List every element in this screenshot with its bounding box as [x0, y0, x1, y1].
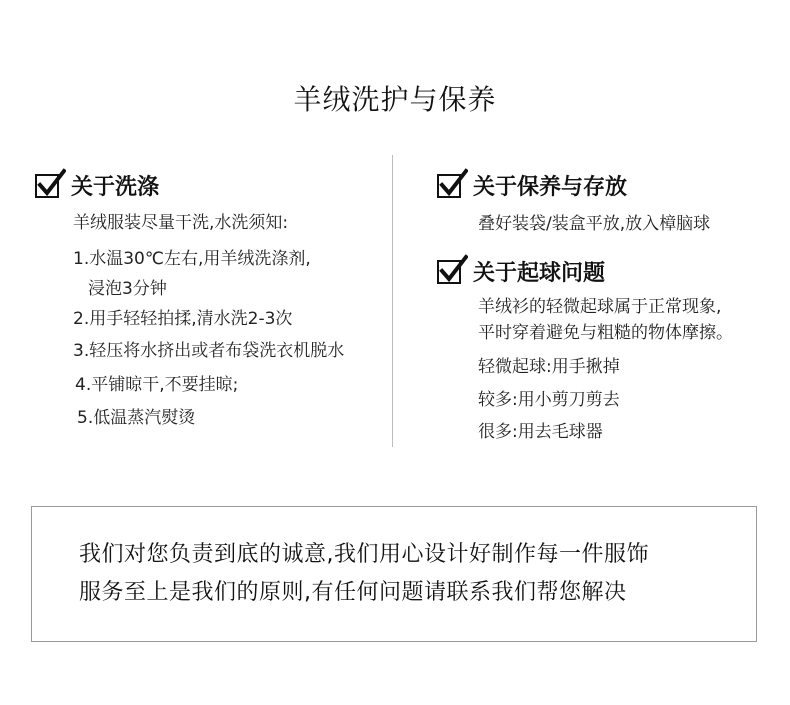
- section-heading-washing: [35, 170, 159, 201]
- checkmark-icon: [437, 174, 461, 198]
- washing-heading-text: 关于洗涤: [71, 175, 160, 200]
- notice-box: [31, 506, 757, 642]
- pilling-light: 轻微起球:用手揪掉: [478, 357, 620, 377]
- pilling-heading-text: 关于起球问题: [473, 261, 606, 286]
- pilling-heavy: 很多:用去毛球器: [478, 422, 603, 442]
- checkmark-icon: [437, 260, 461, 284]
- storage-text: 叠好装袋/装盒平放,放入樟脑球: [478, 214, 711, 234]
- washing-step-5: 5.低温蒸汽熨烫: [77, 408, 196, 428]
- pilling-text-1: 羊绒衫的轻微起球属于正常现象,: [478, 297, 722, 317]
- checkmark-icon: [35, 174, 59, 198]
- storage-heading-text: 关于保养与存放: [473, 175, 628, 200]
- washing-step-1-cont: 浸泡3分钟: [88, 279, 167, 299]
- column-divider: [392, 155, 393, 447]
- page-title: 羊绒洗护与保养: [293, 83, 497, 116]
- pilling-moderate: 较多:用小剪刀剪去: [478, 390, 620, 410]
- section-heading-storage: [437, 170, 627, 201]
- washing-step-1: 1.水温30℃左右,用羊绒洗涤剂,: [73, 249, 311, 269]
- section-heading-pilling: [437, 256, 605, 287]
- washing-step-4: 4.平铺晾干,不要挂晾;: [75, 375, 239, 395]
- washing-intro: 羊绒服装尽量干洗,水洗须知:: [73, 213, 289, 233]
- notice-line-2: 服务至上是我们的原则,有任何问题请联系我们帮您解决: [79, 580, 627, 605]
- washing-step-2: 2.用手轻轻拍揉,清水洗2-3次: [73, 309, 293, 329]
- washing-step-3: 3.轻压将水挤出或者布袋洗衣机脱水: [73, 341, 345, 361]
- pilling-text-2: 平时穿着避免与粗糙的物体摩擦。: [478, 323, 733, 343]
- notice-line-1: 我们对您负责到底的诚意,我们用心设计好制作每一件服饰: [79, 542, 649, 567]
